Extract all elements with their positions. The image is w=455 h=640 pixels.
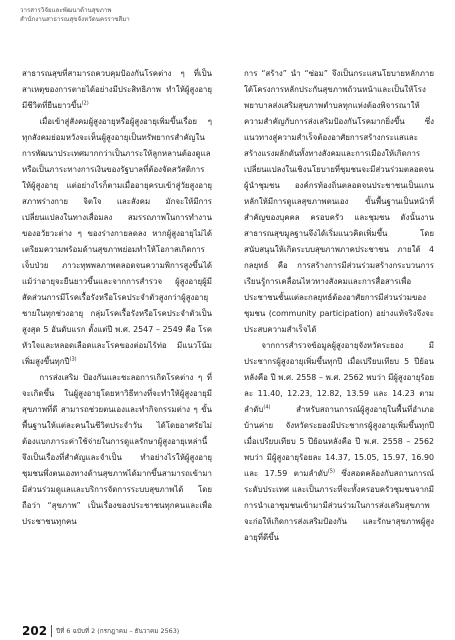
paragraph: [22, 66, 212, 114]
paragraph-text: ซึ่งสอดคล้องกับสถานการณ์ระดับประเทศ และเป็นภาระที่จะทั้งครอบครัวชุมชนจากมีการนำเอาชุมชนเข้ามามีส่วนร่วมในการส่งเสริมสุขภาพ จะก่อให้เกิดการส่งเสริมป้องกัน และรักษาสุขภาพผู้สูงอายุที่ดีขึ้น: [244, 469, 434, 542]
paragraph-text: จากการสำรวจข้อมูลผู้สูงอายุจังหวัดระยอง มีประชากรผู้สูงอายุเพิ่มขึ้นทุกปี เมื่อเปรียบเทียบ 5 ปีย้อนหลังคือ ปี พ.ศ. 2558 – พ.ศ. 2562 พบว่า มีผู้สูงอายุร้อยละ 11.40, 12.23, 12.82, 13.59 และ 14.23 ตามลำดับ: [244, 341, 434, 414]
paragraph-text: การส่งเสริม ป้องกันและชะลอการเกิดโรคต่าง ๆ ที่จะเกิดขึ้น ในผู้สูงอายุโดยหาวิธีทางที่จะทำให้ผู้สูงอายุมีสุขภาพที่ดี สามารถช่วยตนเองและทำกิจกรรมต่าง ๆ ขั้นพื้นฐานให้แต่ละคนในชีวิตประจำวัน ได้โดยอาศรัยไม่ต้องแบกภาระค่าใช้จ่ายในการดูแลรักษาผู้สูงอายุเหล่านี้จึงเป็นเรื่องที่สำคัญและจำเป็น ทำอย่างไรให้ผู้สูงอายุชุมชนพึ่งตนเองทางด้านสุขภาพได้มากขึ้นสามารถเข้ามามีส่วนร่วมดูแลและบริการจัดการระบบสุขภาพได้ โดยถือว่า “สุขภาพ” เป็นเรื่องของประชาชนทุกคนและเพื่อประชาชนทุกคน: [22, 373, 212, 526]
right-column: [244, 66, 434, 546]
citation: (4): [263, 404, 271, 411]
paragraph-text: สาธารณสุขที่สามารถควบคุมป้องกันโรคต่าง ๆ ที่เป็นสาเหตุของการตายได้อย่างมีประสิทธิภาพ ทำให้ผู้สูงอายุมีชีวิตที่ยืนยาวขึ้น: [22, 69, 212, 110]
citation: (5): [327, 468, 335, 475]
paragraph: [244, 66, 434, 338]
citation: (2): [81, 100, 89, 107]
left-column: [22, 66, 212, 530]
volume-info: ปีที่ 6 ฉบับที่ 2 (กรกฎาคม – ธันวาคม 2563): [56, 627, 180, 635]
page-footer: [22, 623, 179, 639]
paragraph: [244, 338, 434, 546]
citation: (3): [69, 356, 77, 363]
journal-publisher: สำนักงานสาธารณสุขจังหวัดนครราชสีมา: [20, 16, 130, 23]
paragraph: [22, 114, 212, 370]
paragraph-text: เมื่อเข้าสู่สังคมผู้สูงอายุหรือผู้สูงอายุเพิ่มขึ้นเรื่อย ๆ ทุกสังคมย่อมหวังจะเห็นผู้สูงอายุเป็นทรัพยากรสำคัญในการพัฒนาประเทศมากกว่าเป็นภาระให้ลูกหลานต้องดูแลหรือเป็นภาระทางการเงินของรัฐบาลที่ต้องจัดสวัสดิการให้ผู้สูงอายุ แต่อย่างไรก็ตามเมื่ออายุครบเข้าสู่วัยสูงอายุ สภาพร่างกาย จิตใจ และสังคม มักจะให้มีการเปลี่ยนแปลงในทางเสื่อมลง สมรรถภาพในการทำงานของอวัยวะต่าง ๆ ของร่างกายลดลง หากผู้สูงอายุไม่ได้เตรียมความพร้อมด้านสุขภาพย่อมทำให้โอกาสเกิดการเจ็บป่วย ภาวะทุพพลภาพตลอดจนความพิการสูงขึ้นได้แม้ว่าอายุจะยืนยาวขึ้นและจากการสำรวจ ผู้สูงอายุผู้มีสัดส่วนการมีโรคเรื้อรังหรือโรคประจำตัวสูงกว่าผู้สูงอายุชายในทุกช่วงอายุ กลุ่มโรคเรื้อรังหรือโรคประจำตัวเป็นสูงสุด 5 อันดับแรก ตั้งแต่ปี พ.ศ. 2547 – 2549 คือ โรคหัวใจและหลอดเลือดและโรคของต่อมไร้ท่อ มีแนวโน้มเพิ่มสูงขึ้นทุกปี: [22, 117, 212, 366]
paragraph-text: สำหรับสถานการณ์ผู้สูงอายุในพื้นที่อำเภอบ้านค่าย จังหวัดระยองมีประชากรผู้สูงอายุเพิ่มขึ้นทุกปี เมื่อเปรียบเทียบ 5 ปีย้อนหลังคือ ปี พ.ศ. 2558 – 2562 พบว่า มีผู้สูงอายุร้อยละ 14.37, 15.05, 15.97, 16.90 และ 17.59 ตามลำดับ: [244, 405, 434, 478]
journal-header: [20, 6, 440, 24]
paragraph: [22, 370, 212, 530]
page-number: 202: [22, 624, 48, 638]
paragraph-text: การ “สร้าง” นำ “ซ่อม” จึงเป็นกระแสนโยบายหลักภายใต้โครงการหลักประกันสุขภาพถ้วนหน้าและเป็นให้โรงพยาบาลส่งเสริมสุขภาพตำบลทุกแห่งต้องพิจารณาให้ความสำคัญกับการส่งเสริมป้องกันโรคมากยิ่งขึ้น ซึ่งแนวทางสู่ความสำเร็จต้องอาศัยการสร้างกระแสและสร้างแรงผลักดันทั้งทางสังคมและการเมืองให้เกิดการเปลี่ยนแปลงในเชิงนโยบายที่ชุมชนจะมีส่วนร่วมตลอดจนผู้นำชุมชน องค์กรท้องถิ่นตลอดจนประชาชนเป็นแกนหลักให้มีการดูแลสุขภาพตนเอง ขั้นพื้นฐานเป็นหน้าที่สำคัญของบุคคล ครอบครัว และชุมชน ดังนั้นงานสาธารณสุขมูลฐานจึงได้เริ่มแนวคิดเพิ่มขึ้น โดยสนับสนุนให้เกิดระบบสุขภาพภาคประชาชน ภายใต้ 4 กลยุทธ์ คือ การสร้างการมีส่วนร่วมสร้างกระบวนการเรียนรู้การเคลื่อนไหวทางสังคมและการสื่อสารเพื่อประชาชนชั้นแต่ละกลยุทธ์ต้องอาศัยการมีส่วนร่วมของชุมชน (community participation) อย่างแท้จริงจึงจะประสบความสำเร็จได้: [244, 69, 434, 334]
footer-divider: [51, 625, 52, 637]
journal-title: วารสารวิจัยและพัฒนาด้านสุขภาพ: [20, 7, 112, 14]
